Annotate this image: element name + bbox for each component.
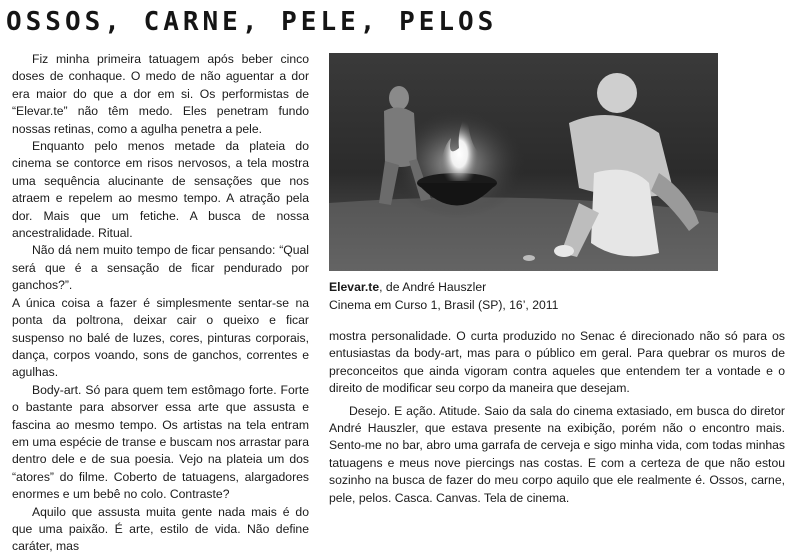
caption-title-line [329, 279, 718, 297]
film-still-photo [329, 53, 718, 271]
article-title: OSSOS, CARNE, PELE, PELOS [6, 7, 498, 37]
left-text-column [12, 51, 309, 556]
film-director: , de André Hauszler [379, 280, 487, 294]
caption-details: Cinema em Curso 1, Brasil (SP), 16’, 2011 [329, 297, 559, 312]
film-still-image-icon [329, 53, 718, 271]
paragraph: Fiz minha primeira tatuagem após beber cinco doses de conhaque. O medo de não aguentar a dor era maior do que a dor em si. Os performistas de “Elevar.te” não têm medo. Eles penetram fundo nossas retinas, como a agulha penetra a pele. [12, 52, 309, 136]
right-text-column [329, 328, 785, 507]
photo-caption [329, 279, 718, 315]
paragraph: Aquilo que assusta muita gente nada mais é do que uma paixão. É arte, estilo de vida. Não define caráter, mas [12, 504, 309, 554]
paragraph: A única coisa a fazer é simplesmente sentar-se na ponta da poltrona, deixar cair o queixo e ficar suspenso no balé de luzes, cores, pinturas corporais, dança, corpos voando, sons de ganchos, correntes e agulhas. [12, 295, 309, 380]
paragraph: Desejo. E ação. Atitude. Saio da sala do cinema extasiado, em busca do diretor André Hauszler, que estava presente na exibição, porém não o encontro mais. Sento-me no bar, abro uma garrafa de cerveja e sigo minha vida, com todas minhas tatuagens e meus nove piercings nas costas. E com a certeza de que não estou sozinho na busca de fazer do meu corpo aquilo que ele realmente é. Ossos, carne, pele, pelos. Casca. Canvas. Tela de cinema. [329, 403, 785, 505]
film-title: Elevar.te [329, 280, 380, 294]
paragraph: mostra personalidade. O curta produzido no Senac é direcionado não só para os entusiastas da body-art, mas para o público em geral. Para quebrar os muros de preconceitos que ainda vigoram contra aqueles que entendem ter a vontade e o direito de modificar seu corpo da maneira que desejam. [329, 329, 785, 396]
paragraph: Não dá nem muito tempo de ficar pensando: “Qual será que é a sensação de ficar pendurado por ganchos?”. [12, 243, 309, 293]
paragraph: Enquanto pelo menos metade da plateia do cinema se contorce em risos nervosos, a tela mostra uma sequência alucinante de sensações que nos atraem e repelem ao mesmo tempo. A atração pela dor. Mais que um fetiche. A busca de nossa ancestralidade. Ritual. [12, 139, 309, 241]
paragraph: Body-art. Só para quem tem estômago forte. Forte o bastante para absorver essa arte que assusta e fascina ao mesmo tempo. Os artistas na tela entram em uma espécie de transe e buscam nos arrastar para dentro dele e de sua poesia. Vejo na plateia um dos “atores” do filme. Coberto de tatuagens, alargadores enormes e um bebê no colo. Contraste? [12, 382, 309, 502]
